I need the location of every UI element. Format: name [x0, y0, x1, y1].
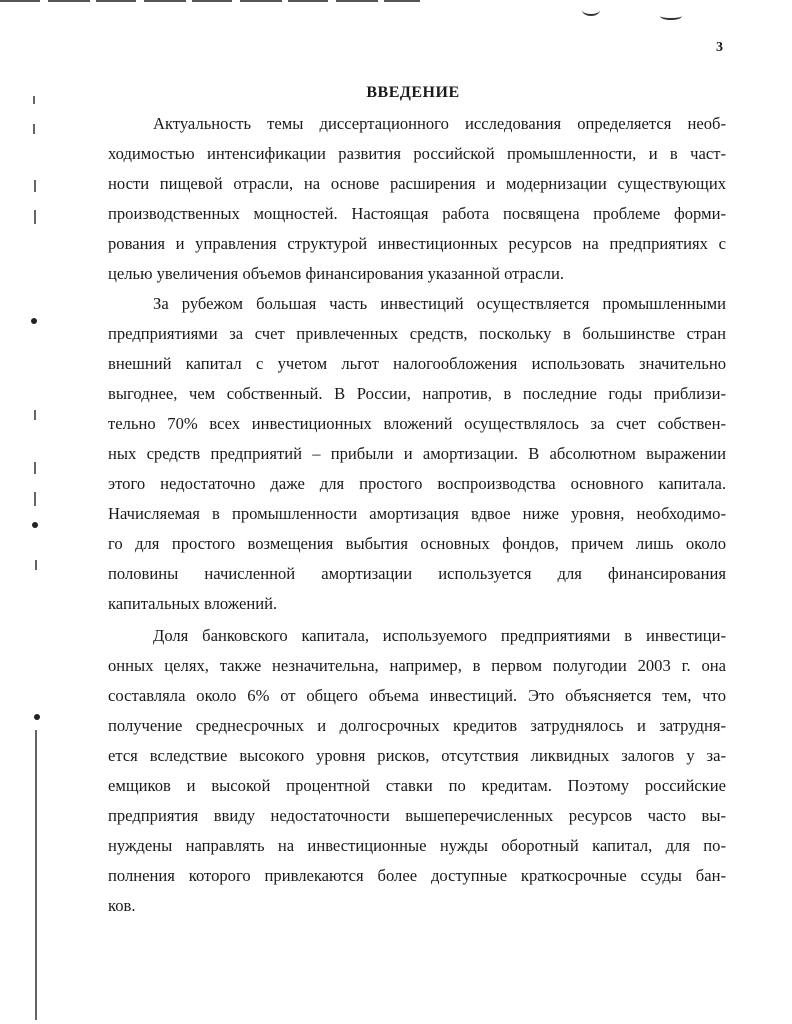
scan-dot — [31, 318, 37, 324]
text-line: выгоднее, чем собственный. В России, напротив, в последние годы приблизи- — [108, 384, 726, 403]
text-line: составляла около 6% от общего объема инвестиций. Это объясняется тем, что — [108, 686, 726, 705]
text-line: предприятия ввиду недостаточности вышеперечисленных ресурсов часто вы- — [108, 806, 726, 825]
page-title: ВВЕДЕНИЕ — [366, 84, 460, 101]
scan-mark-top-2 — [660, 12, 682, 20]
text-line: Начисляемая в промышленности амортизация вдвое ниже уровня, необходимо- — [108, 504, 726, 523]
scan-mark-top-1 — [582, 4, 600, 16]
text-line: ется вследствие высокого уровня рисков, отсутствия ликвидных залогов у за- — [108, 746, 726, 765]
scan-top-edge — [0, 0, 420, 2]
scan-dot — [34, 714, 40, 720]
page-number: 3 — [716, 40, 723, 55]
text-line: емщиков и высокой процентной ставки по кредитам. Поэтому российские — [108, 776, 726, 795]
text-line: этого недостаточно даже для простого воспроизводства основного капитала. — [108, 474, 726, 493]
text-line: половины начисленной амортизации используется для финансирования — [108, 564, 726, 583]
text-line: ных средств предприятий – прибыли и амортизации. В абсолютном выражении — [108, 444, 726, 463]
text-line: За рубежом большая часть инвестиций осуществляется промышленными — [153, 294, 726, 313]
text-line: целью увеличения объемов финансирования указанной отрасли. — [108, 264, 564, 283]
text-line: внешний капитал с учетом льгот налогообложения использовать значительно — [108, 354, 726, 373]
text-line: Актуальность темы диссертационного исследования определяется необ- — [153, 114, 726, 133]
text-line: предприятиями за счет привлеченных средств, поскольку в большинстве стран — [108, 324, 726, 343]
text-line: производственных мощностей. Настоящая работа посвящена проблеме форми- — [108, 204, 726, 223]
text-line: ков. — [108, 896, 136, 915]
text-line: ности пищевой отрасли, на основе расширения и модернизации существующих — [108, 174, 726, 193]
text-line: капитальных вложений. — [108, 594, 278, 613]
text-line: полнения которого привлекаются более доступные краткосрочные ссуды бан- — [108, 866, 726, 885]
text-line: рования и управления структурой инвестиционных ресурсов на предприятиях с — [108, 234, 726, 253]
text-line: ходимостью интенсификации развития российской промышленности, и в част- — [108, 144, 726, 163]
text-line: онных целях, также незначительна, например, в первом полугодии 2003 г. она — [108, 656, 726, 675]
text-line: го для простого возмещения выбытия основных фондов, причем лишь около — [108, 534, 726, 553]
text-line: получение среднесрочных и долгосрочных кредитов затруднялось и затрудня- — [108, 716, 726, 735]
scan-dot — [32, 522, 38, 528]
text-line: тельно 70% всех инвестиционных вложений осуществлялось за счет собствен- — [108, 414, 726, 433]
text-line: Доля банковского капитала, используемого предприятиями в инвестици- — [153, 626, 726, 645]
text-line: нуждены направлять на инвестиционные нужды оборотный капитал, для по- — [108, 836, 726, 855]
